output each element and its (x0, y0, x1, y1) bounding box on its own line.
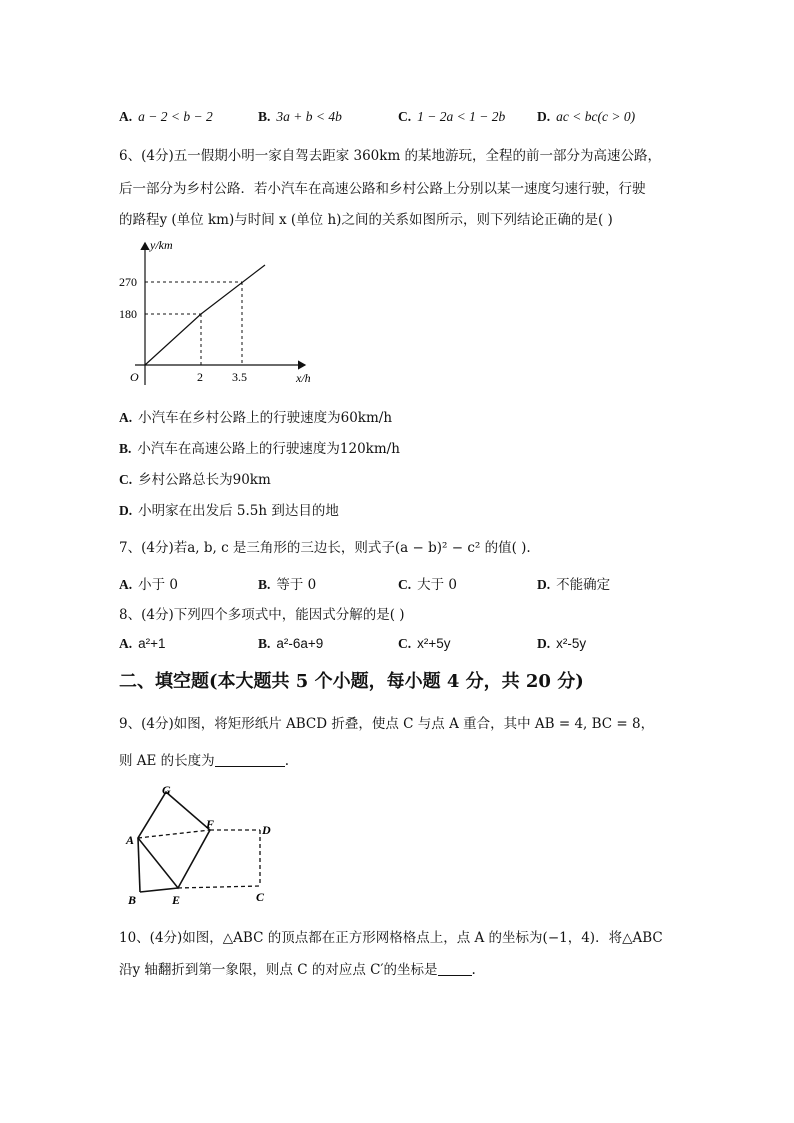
q10-stem-line-2 (119, 958, 476, 978)
q6-option-b (119, 437, 400, 457)
option-text: 1 − 2a < 1 − 2b (417, 109, 506, 124)
distance-line (145, 265, 265, 365)
q6-option-d (119, 499, 339, 519)
q8-option-d (537, 636, 586, 652)
q6-stem-line-2: 后一部分为乡村公路．若小汽车在高速公路和乡村公路上分别以某一速度匀速行驶，行驶 (119, 181, 646, 197)
q6-stem-line-3: 的路程y (单位 km)与时间 x (单位 h)之间的关系如图所示，则下列结论正确的是( ) (119, 212, 613, 228)
option-text: ac < bc(c > 0) (556, 109, 636, 124)
q7-option-a (119, 573, 178, 593)
option-label: A. (119, 636, 133, 651)
option-text: x²+5y (417, 636, 451, 651)
option-label: C. (119, 472, 133, 487)
q8-option-c (398, 636, 451, 652)
q9-stem-line-2 (119, 749, 289, 769)
answer-blank[interactable] (215, 752, 285, 767)
option-text: 小明家在出发后 5.5h 到达目的地 (138, 503, 339, 519)
label-B: B (128, 893, 137, 907)
dashed-EC (178, 886, 260, 888)
x-axis-label: x/h (296, 371, 311, 385)
option-text: a²-6a+9 (276, 636, 324, 651)
option-label: A. (119, 410, 133, 425)
option-label: A. (119, 577, 133, 592)
option-text: 不能确定 (556, 577, 611, 593)
y-axis-label: y/km (150, 238, 173, 252)
option-label: B. (258, 636, 271, 651)
label-C: C (256, 890, 265, 904)
option-label: D. (537, 636, 551, 651)
option-label: C. (398, 636, 412, 651)
option-label: D. (119, 503, 133, 518)
option-label: C. (398, 109, 412, 124)
label-D: D (262, 823, 271, 837)
origin-label: O (130, 370, 139, 384)
q10-stem-line-1: 10、(4分)如图，△ABC 的顶点都在正方形网格格点上，点 A 的坐标为(−1，4)．将△ABC (119, 930, 663, 946)
x-tick-2: 2 (197, 370, 203, 384)
option-text: 小汽车在乡村公路上的行驶速度为60km/h (138, 410, 393, 426)
option-text: a − 2 < b − 2 (138, 109, 213, 124)
edge-BE (140, 888, 178, 892)
option-text: 3a + b < 4b (276, 109, 342, 124)
edge-AB (138, 838, 140, 892)
option-text: a²+1 (138, 636, 166, 651)
label-G: G (162, 783, 171, 797)
y-tick-180: 180 (119, 307, 137, 321)
q6-option-c (119, 468, 271, 488)
q6-option-a (119, 406, 392, 426)
q8-stem: 8、(4分)下列四个多项式中，能因式分解的是( ) (119, 607, 405, 623)
y-tick-270: 270 (119, 275, 137, 289)
q10-stem-end: . (471, 962, 476, 978)
q9-fold-figure (122, 780, 292, 910)
option-label: B. (258, 577, 271, 592)
option-text: 乡村公路总长为90km (138, 472, 271, 488)
q5-option-d (537, 109, 635, 125)
q9-stem-text: 则 AE 的长度为 (119, 753, 215, 769)
dashed-AF (138, 830, 210, 838)
q5-option-a (119, 109, 213, 125)
q7-option-c (398, 573, 457, 593)
q5-option-b (258, 109, 342, 125)
section-2-title: 二、填空题(本大题共 5 个小题，每小题 4 分，共 20 分) (119, 671, 584, 692)
option-text: 小汽车在高速公路上的行驶速度为120km/h (137, 441, 400, 457)
q9-stem-end: . (284, 753, 289, 769)
folded-quadrilateral (138, 792, 210, 888)
x-tick-3-5: 3.5 (232, 370, 247, 384)
option-label: C. (398, 577, 412, 592)
q9-stem-line-1: 9、(4分)如图，将矩形纸片 ABCD 折叠，使点 C 与点 A 重合，其中 AB = 4, BC = 8， (119, 716, 655, 732)
q10-stem-text: 沿y 轴翻折到第一象限，则点 C 的对应点 C′的坐标是 (119, 962, 438, 978)
label-F: F (206, 817, 215, 831)
option-label: D. (537, 577, 551, 592)
option-text: 大于 0 (417, 577, 458, 593)
q7-option-b (258, 573, 316, 593)
q6-stem-line-1: 6、(4分)五一假期小明一家自驾去距家 360km 的某地游玩，全程的前一部分为高速公路， (119, 148, 662, 164)
option-label: D. (537, 109, 551, 124)
q7-stem: 7、(4分)若a, b, c 是三角形的三边长，则式子(a − b)² − c² 的值( ). (119, 540, 531, 556)
q6-distance-time-graph (110, 235, 330, 395)
option-text: x²-5y (556, 636, 587, 651)
q5-option-c (398, 109, 505, 125)
option-label: B. (258, 109, 271, 124)
option-text: 等于 0 (276, 577, 317, 593)
q7-option-d (537, 573, 610, 593)
q8-option-a (119, 636, 166, 652)
answer-blank[interactable] (438, 961, 472, 976)
label-A: A (126, 833, 135, 847)
q8-option-b (258, 636, 323, 652)
option-text: 小于 0 (138, 577, 179, 593)
option-label: B. (119, 441, 132, 456)
label-E: E (172, 893, 181, 907)
option-label: A. (119, 109, 133, 124)
